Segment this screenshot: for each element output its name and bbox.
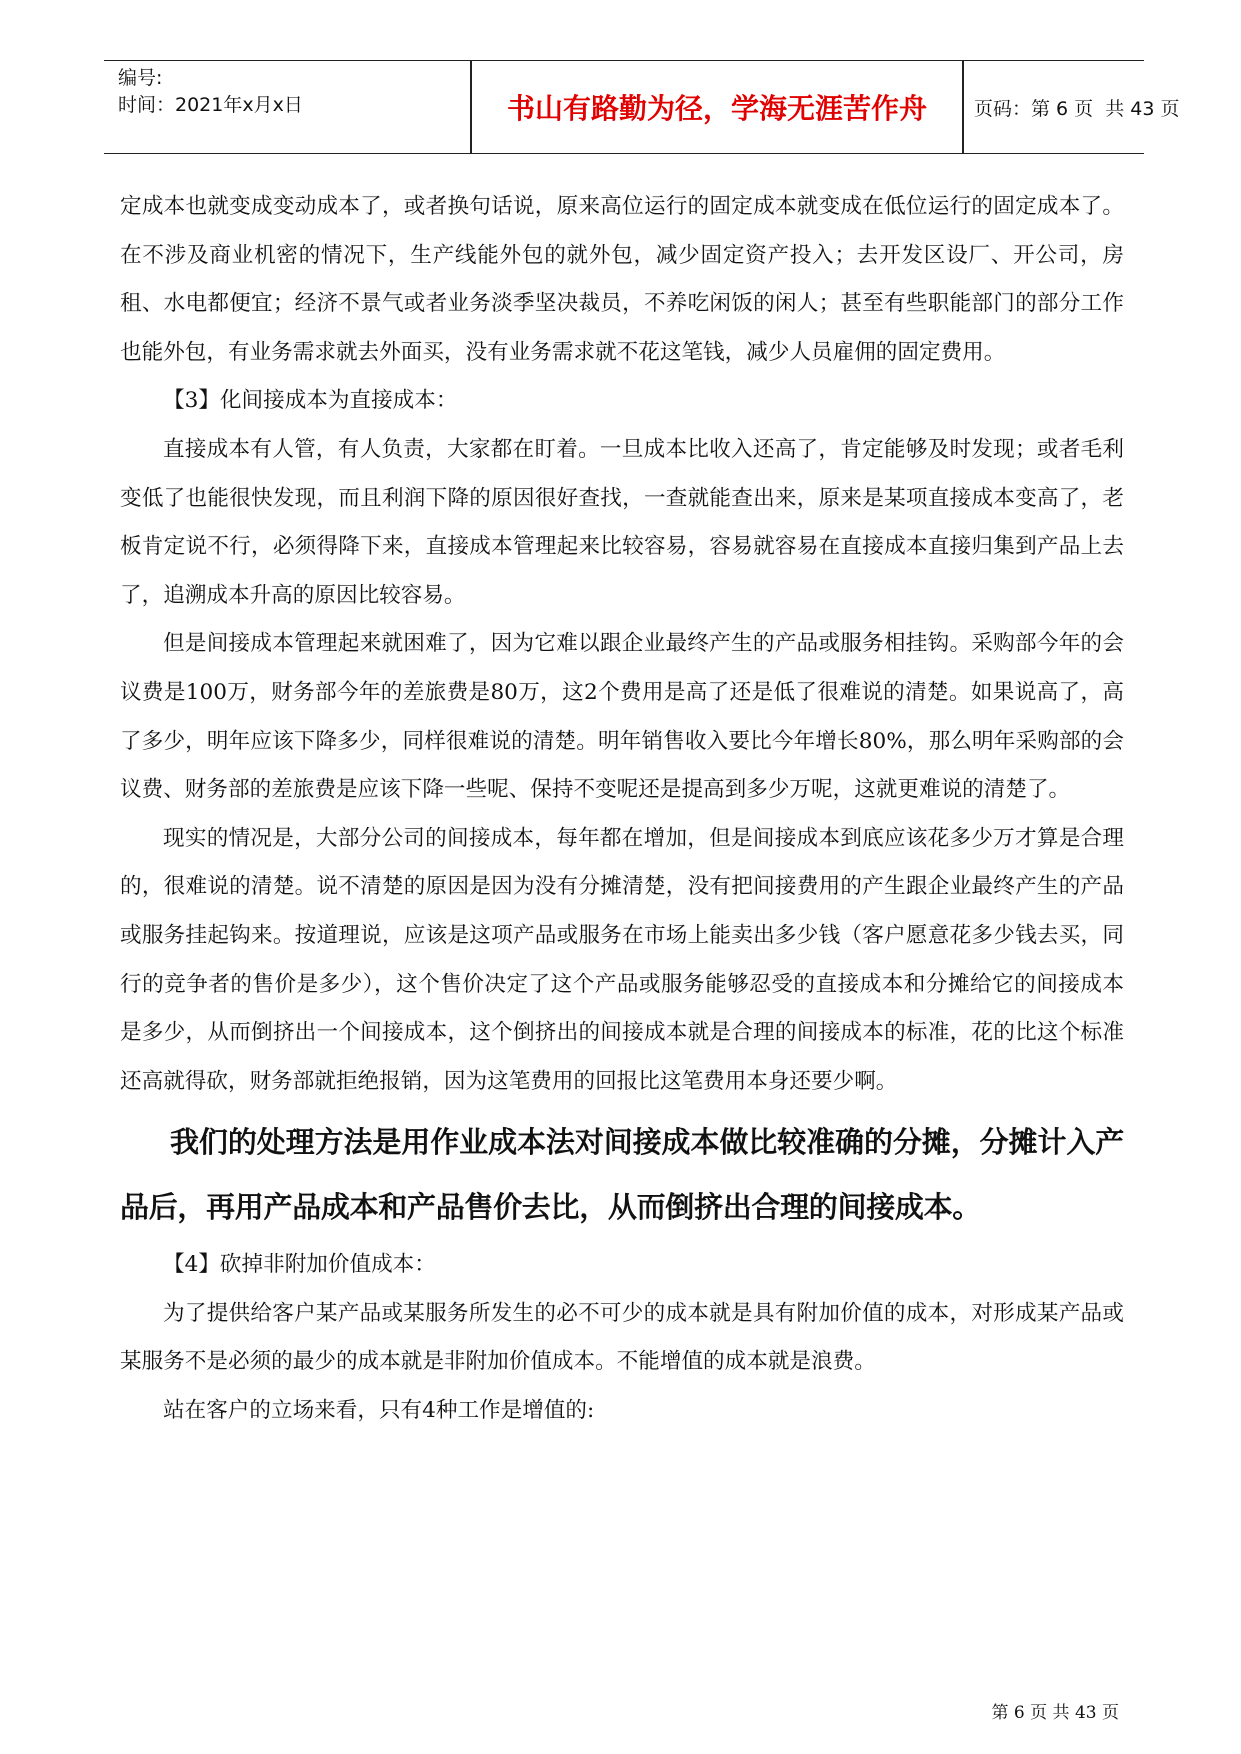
page-footer: 第 6 页 共 43 页 (991, 1703, 1119, 1723)
header-slogan: 书山有路勤为径，学海无涯苦作舟 (506, 92, 927, 125)
section-heading-3: 【3】化间接成本为直接成本： (163, 388, 458, 414)
paragraph-4: 现实的情况是，大部分公司的间接成本，每年都在增加，但是间接成本到底应该花多少万才算是合理的，很难说的清楚。说不清楚的原因是因为没有分摊清楚，没有把间接费用的产生跟企业最终产生的产品或服务挂起钩来。按道理说，应该是这项产品或服务在市场上能卖出多少钱（客户愿意花多少钱去买，同行的竞争者的售价是多少），这个售价决定了这个产品或服务能够忍受的直接成本和分摊给它的间接成本是多少，从而倒挤出一个间接成本，这个倒挤出的间接成本就是合理的间接成本的标准，花的比这个标准还高就得砍，财务部就拒绝报销，因为这笔费用的回报比这笔费用本身还要少啊。 (120, 825, 1124, 1094)
paragraph-5: 为了提供给客户某产品或某服务所发生的必不可少的成本就是具有附加价值的成本，对形成某产品或某服务不是必须的最少的成本就是非附加价值成本。不能增值的成本就是浪费。 (120, 1300, 1124, 1375)
paragraph-6: 站在客户的立场来看，只有4种工作是增值的: (163, 1398, 595, 1424)
header-number-label: 编号: (118, 67, 163, 89)
header-page-label: 页码：第 6 页 共 43 页 (974, 97, 1180, 120)
header-meta (118, 65, 468, 119)
emphasis-paragraph: 我们的处理方法是用作业成本法对间接成本做比较准确的分摊，分摊计入产品后，再用产品成本和产品售价去比，从而倒挤出合理的间接成本。 (120, 1125, 1124, 1224)
paragraph-2: 直接成本有人管，有人负责，大家都在盯着。一旦成本比收入还高了，肯定能够及时发现；或者毛利变低了也能很快发现，而且利润下降的原因很好查找，一查就能查出来，原来是某项直接成本变高了，老板肯定说不行，必须得降下来，直接成本管理起来比较容易，容易就容易在直接成本直接归集到产品上去了，追溯成本升高的原因比较容易。 (120, 436, 1124, 608)
paragraph-1: 定成本也就变成变动成本了，或者换句话说，原来高位运行的固定成本就变成在低位运行的固定成本了。在不涉及商业机密的情况下，生产线能外包的就外包，减少固定资产投入；去开发区设厂、开公司，房租、水电都便宜；经济不景气或者业务淡季坚决裁员，不养吃闲饭的闲人；甚至有些职能部门的部分工作也能外包，有业务需求就去外面买，没有业务需求就不花这笔钱，减少人员雇佣的固定费用。 (120, 194, 1124, 365)
header-divider-right (962, 61, 964, 153)
page-header (104, 60, 1180, 154)
header-time-label: 时间：2021年x月x日 (118, 94, 303, 116)
section-heading-4: 【4】砍掉非附加价值成本： (163, 1252, 436, 1278)
document-body (120, 183, 1124, 1436)
paragraph-3: 但是间接成本管理起来就困难了，因为它难以跟企业最终产生的产品或服务相挂钩。采购部今年的会议费是100万，财务部今年的差旅费是80万，这2个费用是高了还是低了很难说的清楚。如果说高了，高了多少，明年应该下降多少，同样很难说的清楚。明年销售收入要比今年增长80%，那么明年采购部的会议费、财务部的差旅费是应该下降一些呢、保持不变呢还是提高到多少万呢，这就更难说的清楚了。 (120, 631, 1124, 803)
